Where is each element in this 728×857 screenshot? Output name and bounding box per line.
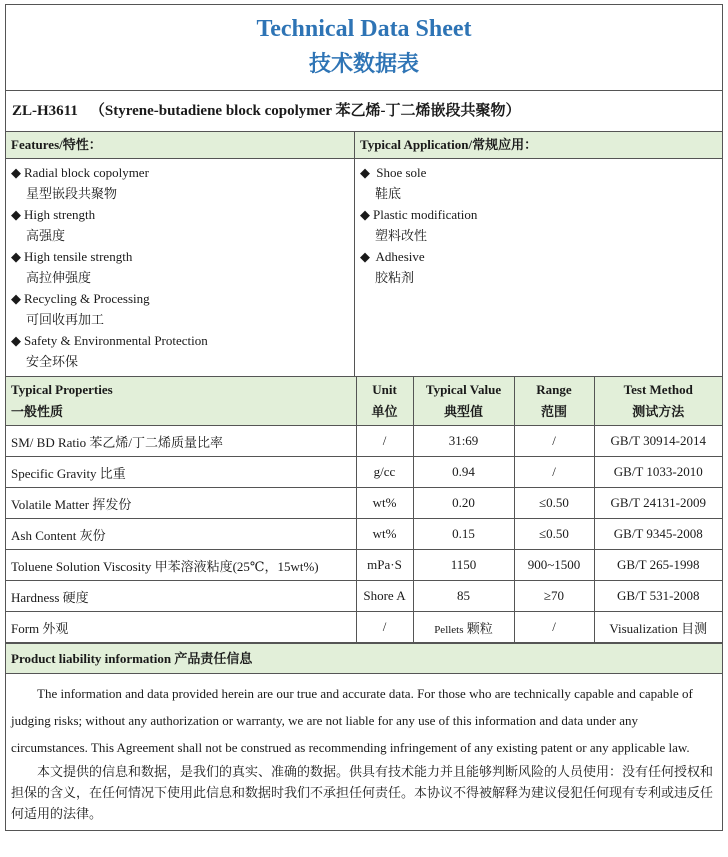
property-value: 0.15 [413, 519, 514, 550]
feature-item [11, 162, 354, 204]
property-unit: Shore A [356, 581, 413, 612]
property-method: GB/T 265-1998 [594, 550, 722, 581]
features-column [6, 132, 355, 376]
property-method: GB/T 9345-2008 [594, 519, 722, 550]
property-unit: g/cc [356, 457, 413, 488]
feature-item [11, 330, 354, 372]
feature-label-cn: 高拉伸强度 [26, 270, 92, 285]
applications-list [355, 159, 722, 292]
diamond-bullet-icon: ◆ [11, 207, 21, 222]
property-range: ≥70 [514, 581, 594, 612]
property-value: 0.20 [413, 488, 514, 519]
property-name: Form 外观 [6, 612, 356, 643]
product-code: ZL-H3611 [12, 103, 78, 119]
applications-column [355, 132, 722, 376]
title-block [6, 5, 722, 91]
feature-label-cn: 高强度 [26, 228, 66, 243]
liability-text-en: The information and data provided herein are our true and accurate data. For those who are technically capable and capable of judging risks; without any authorization or warranty, we are not liable for any use of this information and data under any circumstances. This Agreement shall not be construed as recommending infringement of any existing patent or any applicable law. [11, 686, 693, 755]
feature-label-cn: 星型嵌段共聚物 [26, 186, 118, 201]
application-label-cn: 塑料改性 [375, 228, 428, 243]
property-unit: / [356, 612, 413, 643]
feature-label-en: Recycling & Processing [24, 291, 150, 306]
diamond-bullet-icon: ◆ [360, 165, 370, 180]
liability-body [6, 674, 722, 830]
application-item [360, 246, 722, 288]
application-label-cn: 胶粘剂 [375, 270, 415, 285]
diamond-bullet-icon: ◆ [11, 249, 21, 264]
application-item [360, 162, 722, 204]
feature-item [11, 204, 354, 246]
application-label-en: Adhesive [373, 249, 425, 264]
title-english: Technical Data Sheet [256, 16, 472, 42]
property-unit: wt% [356, 488, 413, 519]
feature-label-cn: 安全环保 [26, 354, 79, 369]
property-name: Volatile Matter 挥发份 [6, 488, 356, 519]
property-range: ≤0.50 [514, 488, 594, 519]
diamond-bullet-icon: ◆ [11, 291, 21, 306]
property-name: Toluene Solution Viscosity 甲苯溶液粘度(25℃，15wt%) [6, 550, 356, 581]
features-applications [6, 132, 722, 377]
header-test-method: Test Method 测试方法 [594, 377, 722, 426]
property-name: Ash Content 灰份 [6, 519, 356, 550]
property-range: / [514, 612, 594, 643]
table-row [6, 457, 722, 488]
feature-label-en: High strength [24, 207, 96, 222]
feature-label-en: High tensile strength [24, 249, 133, 264]
table-row [6, 519, 722, 550]
property-method: GB/T 531-2008 [594, 581, 722, 612]
diamond-bullet-icon: ◆ [360, 249, 370, 264]
property-method: Visualization 目测 [594, 612, 722, 643]
application-label-en: Shoe sole [373, 165, 427, 180]
title-chinese: 技术数据表 [308, 51, 419, 76]
property-value: 31:69 [413, 426, 514, 457]
properties-header-row [6, 377, 722, 426]
header-range: Range 范围 [514, 377, 594, 426]
property-method: GB/T 1033-2010 [594, 457, 722, 488]
property-range: 900~1500 [514, 550, 594, 581]
application-label-en: Plastic modification [373, 207, 478, 222]
property-value-small: Pellets [434, 623, 464, 636]
feature-item [11, 288, 354, 330]
application-label-cn: 鞋底 [375, 186, 402, 201]
liability-text-cn: 本文提供的信息和数据，是我们的真实、准确的数据。供具有技术能力并且能够判断风险的人员使用：没有任何授权和担保的含义，在任何情况下使用此信息和数据时我们不承担任何责任。本协议不得被解释为建议侵犯任何现有专利或违反任何适用的法律。 [11, 764, 714, 821]
property-unit: wt% [356, 519, 413, 550]
property-value: 1150 [413, 550, 514, 581]
header-unit: Unit 单位 [356, 377, 413, 426]
property-name: Hardness 硬度 [6, 581, 356, 612]
feature-item [11, 246, 354, 288]
property-method: GB/T 24131-2009 [594, 488, 722, 519]
feature-label-en: Radial block copolymer [24, 165, 149, 180]
diamond-bullet-icon: ◆ [360, 207, 370, 222]
diamond-bullet-icon: ◆ [11, 333, 21, 348]
liability-heading: Product liability information 产品责任信息 [6, 643, 722, 674]
table-row [6, 581, 722, 612]
features-heading: Features/特性： [6, 132, 354, 159]
table-row [6, 426, 722, 457]
property-value-cn: 颗粒 [463, 620, 493, 636]
property-value: 0.94 [413, 457, 514, 488]
property-value [413, 612, 514, 643]
table-row [6, 550, 722, 581]
property-value: 85 [413, 581, 514, 612]
product-row [6, 91, 722, 132]
feature-label-en: Safety & Environmental Protection [24, 333, 208, 348]
application-item [360, 204, 722, 246]
header-property: Typical Properties 一般性质 [6, 377, 356, 426]
property-method: GB/T 30914-2014 [594, 426, 722, 457]
property-range: ≤0.50 [514, 519, 594, 550]
property-range: / [514, 426, 594, 457]
feature-label-cn: 可回收再加工 [26, 312, 105, 327]
property-unit: mPa·S [356, 550, 413, 581]
table-row [6, 612, 722, 643]
property-name: SM/ BD Ratio 苯乙烯/丁二烯质量比率 [6, 426, 356, 457]
diamond-bullet-icon: ◆ [11, 165, 21, 180]
property-unit: / [356, 426, 413, 457]
property-name: Specific Gravity 比重 [6, 457, 356, 488]
table-row [6, 488, 722, 519]
property-range: / [514, 457, 594, 488]
data-sheet [5, 4, 723, 831]
applications-heading: Typical Application/常规应用： [355, 132, 722, 159]
header-typical-value: Typical Value 典型值 [413, 377, 514, 426]
properties-table [6, 377, 722, 643]
product-name: （Styrene-butadiene block copolymer 苯乙烯-丁二烯嵌段共聚物） [89, 103, 521, 119]
features-list [6, 159, 354, 376]
